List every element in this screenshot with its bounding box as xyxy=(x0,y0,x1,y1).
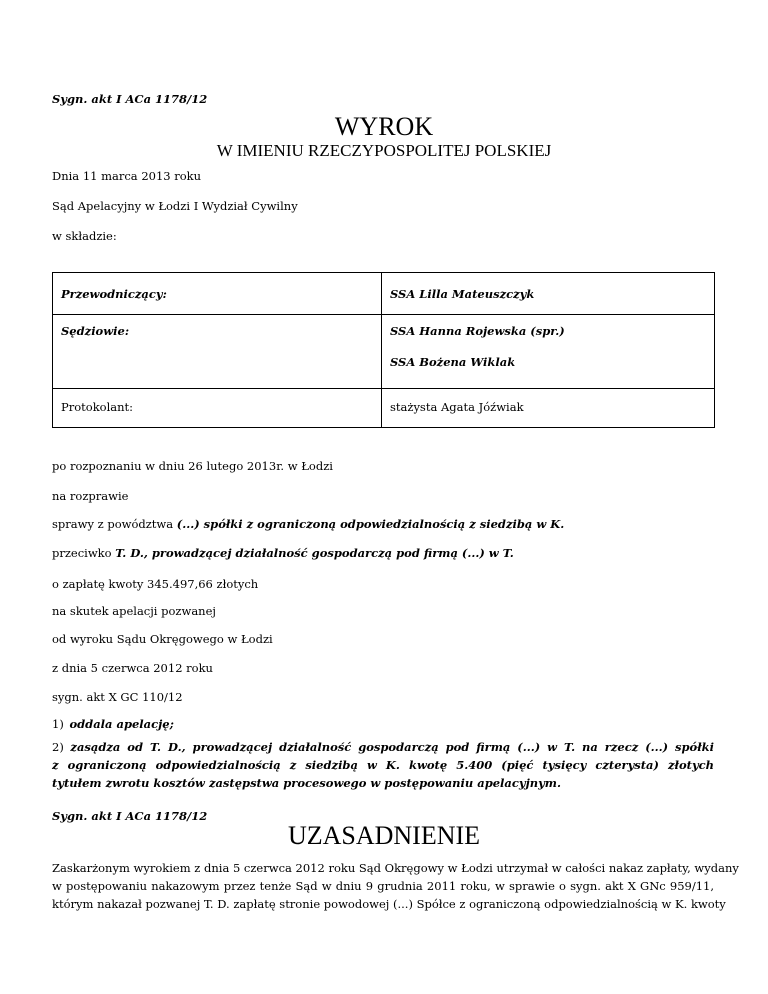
case-prefix: sprawy z powództwa xyxy=(52,517,174,531)
judgment-date: Dnia 11 marca 2013 roku xyxy=(52,169,202,183)
court-name: Sąd Apelacyjny w Łodzi I Wydział Cywilny xyxy=(52,199,298,213)
ruling-1-number: 1) xyxy=(52,717,64,731)
appealed-judgment-sign: sygn. akt X GC 110/12 xyxy=(52,690,183,704)
judge-2-name: SSA Bożena Wiklak xyxy=(390,355,516,369)
ruling-2-line-3: tytułem zwrotu kosztów zastępstwa procesowego w postępowaniu apelacyjnym. xyxy=(52,776,561,790)
trial-info: na rozprawie xyxy=(52,489,129,503)
justification-line-1: Zaskarżonym wyrokiem z dnia 5 czerwca 2012 roku Sąd Okręgowy w Łodzi utrzymał w całości nakaz zapłaty, wydany xyxy=(52,861,739,875)
case-parties-defendant xyxy=(52,546,514,560)
against-prefix: przeciwko xyxy=(52,546,112,560)
composition-label: w składzie: xyxy=(52,229,117,243)
justification-signature: Sygn. akt I ACa 1178/12 xyxy=(52,809,208,823)
claim-amount: o zapłatę kwoty 345.497,66 złotych xyxy=(52,577,259,591)
justification-title: UZASADNIENIE xyxy=(287,821,481,850)
ruling-2-line-1 xyxy=(52,738,714,756)
justification-line-3: którym nakazał pozwanej T. D. zapłatę stronie powodowej (...) Spółce z ograniczoną odpowiedzialnością w K. kwoty xyxy=(52,897,726,911)
document-title: WYROK xyxy=(334,112,434,141)
appealed-judgment-date: z dnia 5 czerwca 2012 roku xyxy=(52,661,213,675)
ruling-2-text-1: zasądza od T. D., prowadzącej działalność gospodarczą pod firmą (...) w T. na rzecz (...) spółki xyxy=(70,740,714,754)
hearing-info: po rozpoznaniu w dniu 26 lutego 2013r. w Łodzi xyxy=(52,459,333,473)
judge-1-name: SSA Hanna Rojewska (spr.) xyxy=(390,324,565,338)
ruling-1 xyxy=(52,717,174,731)
ruling-1-text: oddala apelację; xyxy=(69,717,174,731)
ruling-2-line-2: z ograniczoną odpowiedzialnością z siedzibą w K. kwotę 5.400 (pięć tysięcy czterysta) złotych xyxy=(52,758,714,772)
panel-row-judges xyxy=(53,315,715,389)
panel-row-chair xyxy=(53,273,715,315)
chair-label: Przewodniczący: xyxy=(61,287,167,301)
plaintiff-name: (...) spółki z ograniczoną odpowiedzialnością z siedzibą w K. xyxy=(176,517,565,531)
ruling-2-number: 2) xyxy=(52,740,64,754)
appealed-judgment: od wyroku Sądu Okręgowego w Łodzi xyxy=(52,632,273,646)
clerk-name: stażysta Agata Jóźwiak xyxy=(390,400,524,414)
court-panel-table xyxy=(52,272,715,428)
appeal-info: na skutek apelacji pozwanej xyxy=(52,604,216,618)
document-subtitle: W IMIENIU RZECZYPOSPOLITEJ POLSKIEJ xyxy=(216,141,552,160)
clerk-label: Protokolant: xyxy=(61,400,134,414)
case-parties-plaintiff xyxy=(52,517,564,531)
chair-name: SSA Lilla Mateuszczyk xyxy=(390,287,535,301)
justification-text xyxy=(52,859,739,913)
panel-row-clerk xyxy=(53,389,715,428)
defendant-name: T. D., prowadzącej działalność gospodarczą pod firmą (...) w T. xyxy=(115,546,514,560)
ruling-2 xyxy=(52,738,714,792)
case-signature: Sygn. akt I ACa 1178/12 xyxy=(52,92,208,106)
justification-line-2: w postępowaniu nakazowym przez tenże Sąd w dniu 9 grudnia 2011 roku, w sprawie o sygn. akt X GNc 959/11, xyxy=(52,879,714,893)
judges-label: Sędziowie: xyxy=(61,324,130,338)
